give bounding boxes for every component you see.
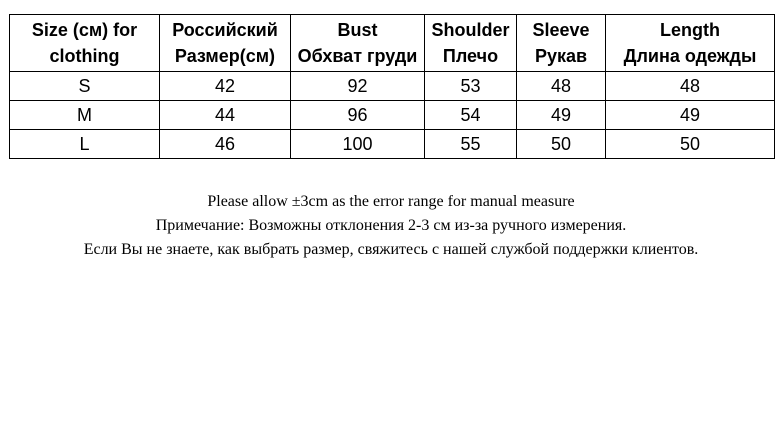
- header-sleeve-line1: Sleeve: [532, 20, 590, 40]
- header-shoulder-line2: Плечо: [442, 46, 499, 66]
- header-size-line1: Size (см) for: [31, 20, 138, 40]
- header-length-line2: Длина одежды: [623, 46, 757, 66]
- note-error-range-english: Please allow ±3cm as the error range for manual measure: [207, 193, 575, 210]
- cell-shoulder: 54: [425, 101, 517, 130]
- header-sleeve: [517, 15, 606, 72]
- note-contact-support: Если Вы не знаете, как выбрать размер, свяжитесь с нашей службой поддержки клиентов.: [83, 241, 699, 258]
- cell-size: L: [10, 130, 160, 159]
- header-size: [10, 15, 160, 72]
- table-header-row: [10, 15, 775, 72]
- header-shoulder-line1: Shoulder: [431, 20, 510, 40]
- header-length-line1: Length: [660, 20, 720, 40]
- cell-length: 48: [606, 72, 775, 101]
- cell-bust: 100: [291, 130, 425, 159]
- cell-russian-size: 44: [160, 101, 291, 130]
- cell-bust: 92: [291, 72, 425, 101]
- measurement-notes: [0, 190, 782, 262]
- cell-sleeve: 50: [517, 130, 606, 159]
- header-russian-size-line1: Российский: [172, 20, 278, 40]
- cell-bust: 96: [291, 101, 425, 130]
- cell-sleeve: 48: [517, 72, 606, 101]
- table-row: [10, 101, 775, 130]
- cell-russian-size: 42: [160, 72, 291, 101]
- cell-size: S: [10, 72, 160, 101]
- cell-russian-size: 46: [160, 130, 291, 159]
- header-russian-size: [160, 15, 291, 72]
- note-error-range-russian: Примечание: Возможны отклонения 2-3 см из-за ручного измерения.: [155, 217, 627, 234]
- header-size-line2: clothing: [49, 46, 120, 66]
- cell-size: M: [10, 101, 160, 130]
- table-row: [10, 72, 775, 101]
- cell-sleeve: 49: [517, 101, 606, 130]
- cell-length: 50: [606, 130, 775, 159]
- header-sleeve-line2: Рукав: [534, 46, 588, 66]
- cell-shoulder: 53: [425, 72, 517, 101]
- header-bust-line1: Bust: [337, 20, 378, 40]
- header-shoulder: [425, 15, 517, 72]
- header-length: [606, 15, 775, 72]
- header-bust-line2: Обхват груди: [297, 46, 418, 66]
- cell-shoulder: 55: [425, 130, 517, 159]
- header-russian-size-line2: Размер(см): [174, 46, 276, 66]
- cell-length: 49: [606, 101, 775, 130]
- table-row: [10, 130, 775, 159]
- size-chart-table: [9, 14, 775, 159]
- header-bust: [291, 15, 425, 72]
